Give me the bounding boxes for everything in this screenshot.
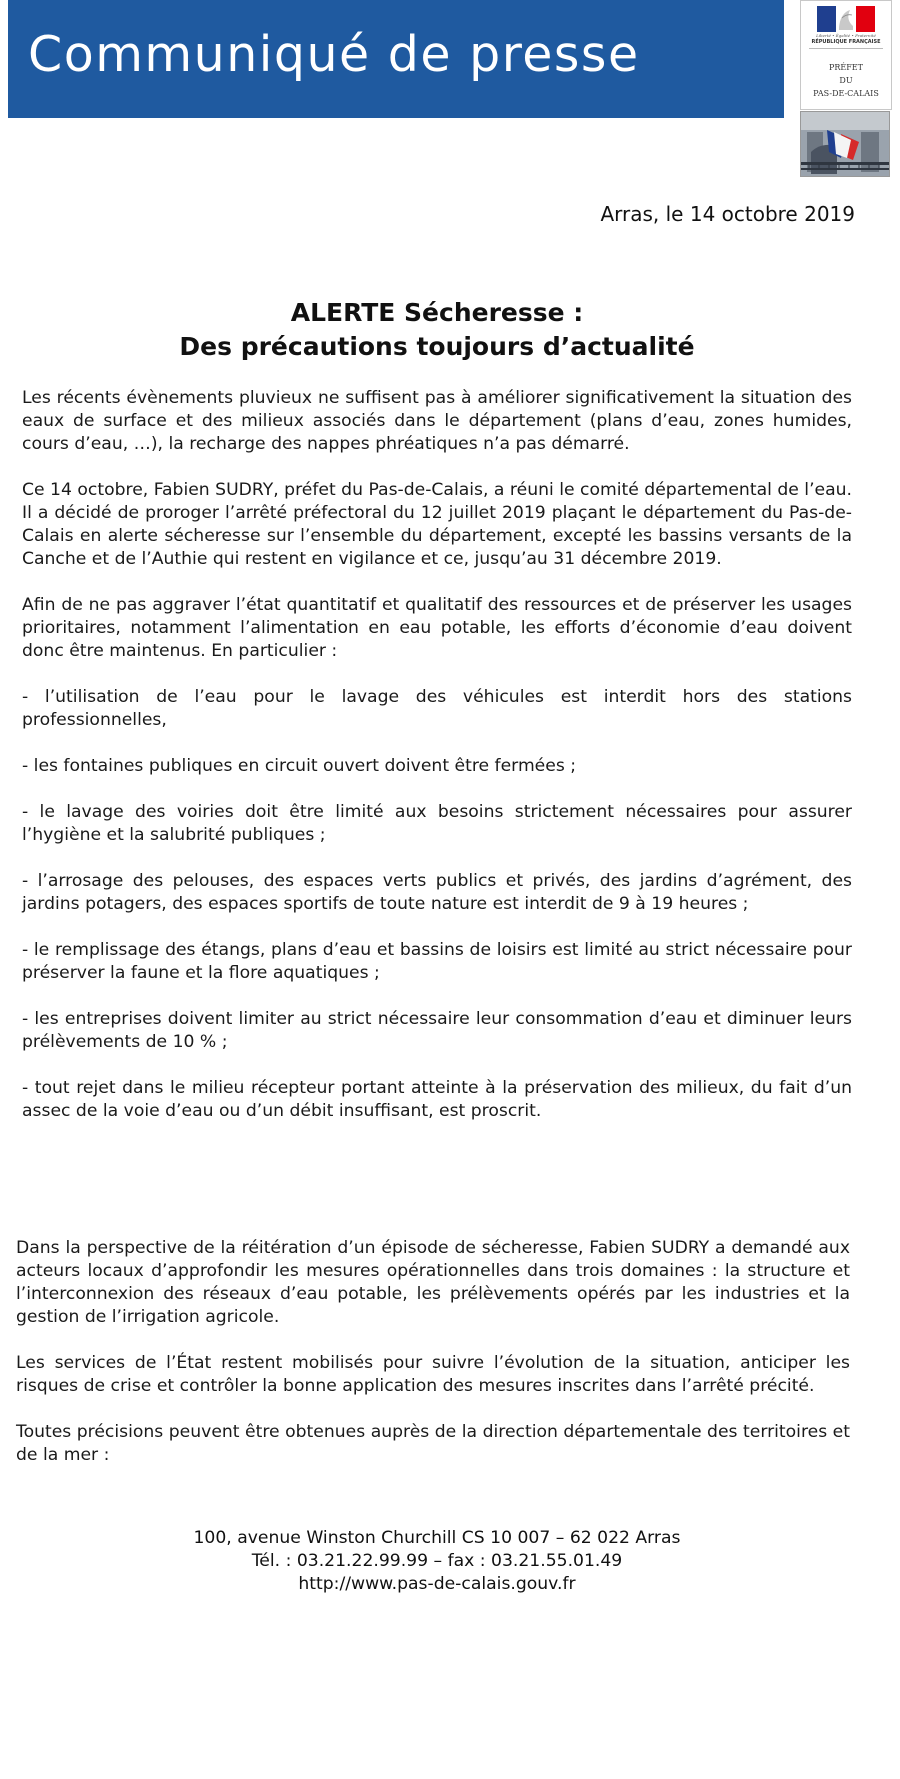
contact-paragraph: Toutes précisions peuvent être obtenues auprès de la direction départementale des territoires et de la mer : [16, 1422, 850, 1465]
prefet-line-2: DU [839, 76, 853, 85]
body-content [22, 387, 852, 1146]
republic-motto: Liberté • Égalité • Fraternité [816, 33, 876, 38]
measures-intro-paragraph: Afin de ne pas aggraver l’état quantitatif et qualitatif des ressources et de préserver les usages prioritaires, notamment l’alimentation en eau potable, les efforts d’économie d’eau doivent donc être maintenus. En particulier : [22, 595, 852, 661]
measure-item: - tout rejet dans le milieu récepteur portant atteinte à la préservation des milieux, du fait d’un assec de la voie d’eau ou d’un débit insuffisant, est proscrit. [22, 1078, 852, 1121]
measure-item: - les fontaines publiques en circuit ouvert doivent être fermées ; [22, 756, 577, 776]
prefecture-logo [800, 0, 892, 110]
marianne-flag-icon [817, 6, 875, 32]
footer-address: 100, avenue Winston Churchill CS 10 007 – 62 022 Arras [193, 1528, 681, 1548]
building-with-flags-image [801, 112, 889, 176]
decision-paragraph: Ce 14 octobre, Fabien SUDRY, préfet du Pas-de-Calais, a réuni le comité départemental de l’eau. Il a décidé de proroger l’arrêté préfectoral du 12 juillet 2019 plaçant le département du Pas-de-Calais en alerte sécheresse sur l’ensemble du département, excepté les bassins versants de la Canche et de l’Authie qui restent en vigilance et ce, jusqu’au 31 décembre 2019. [22, 480, 852, 569]
closing-content [16, 1237, 850, 1490]
measure-item: - le remplissage des étangs, plans d’eau et bassins de loisirs est limité au strict nécessaire pour préserver la faune et la flore aquatiques ; [22, 940, 852, 983]
intro-paragraph: Les récents évènements pluvieux ne suffisent pas à améliorer significativement la situation des eaux de surface et des milieux associés dans le département (plans d’eau, zones humides, cours d’eau, …), la recharge des nappes phréatiques n’a pas démarré. [22, 388, 852, 454]
footer-phone-fax: Tél. : 03.21.22.99.99 – fax : 03.21.55.01.49 [251, 1551, 623, 1571]
measure-item: - l’utilisation de l’eau pour le lavage des véhicules est interdit hors des stations professionnelles, [22, 687, 852, 730]
prefecture-building-photo [800, 111, 890, 177]
logo-divider [809, 48, 883, 49]
prefet-line-3: PAS-DE-CALAIS [813, 89, 879, 98]
headline-line-2: Des précautions toujours d’actualité [179, 332, 695, 361]
measure-item: - le lavage des voiries doit être limité aux besoins strictement nécessaires pour assurer l’hygiène et la salubrité publiques ; [22, 802, 852, 845]
measure-item: - l’arrosage des pelouses, des espaces verts publics et privés, des jardins d’agrément, des jardins potagers, des espaces sportifs de toute nature est interdit de 9 à 19 heures ; [22, 871, 852, 914]
perspective-paragraph: Dans la perspective de la réitération d’un épisode de sécheresse, Fabien SUDRY a demandé aux acteurs locaux d’approfondir les mesures opérationnelles dans trois domaines : la structure et l’interconnexion des réseaux d’eau potable, les prélèvements opérés par les industries et la gestion de l’irrigation agricole. [16, 1238, 850, 1327]
footer-contact [0, 1527, 874, 1596]
services-paragraph: Les services de l’État restent mobilisés pour suivre l’évolution de la situation, anticiper les risques de crise et contrôler la bonne application des mesures inscrites dans l’arrêté précité. [16, 1353, 850, 1396]
republic-name: RÉPUBLIQUE FRANÇAISE [811, 39, 881, 45]
banner-title: Communiqué de presse [28, 26, 640, 83]
release-date: Arras, le 14 octobre 2019 [600, 202, 855, 226]
measure-item: - les entreprises doivent limiter au strict nécessaire leur consommation d’eau et diminuer leurs prélèvements de 10 % ; [22, 1009, 852, 1052]
headline [0, 296, 874, 364]
headline-line-1: ALERTE Sécheresse : [290, 298, 584, 327]
press-release-banner [8, 0, 784, 118]
prefet-line-1: PRÉFET [829, 63, 863, 72]
prefet-label [801, 61, 891, 100]
footer-website-link[interactable]: http://www.pas-de-calais.gouv.fr [298, 1574, 576, 1594]
